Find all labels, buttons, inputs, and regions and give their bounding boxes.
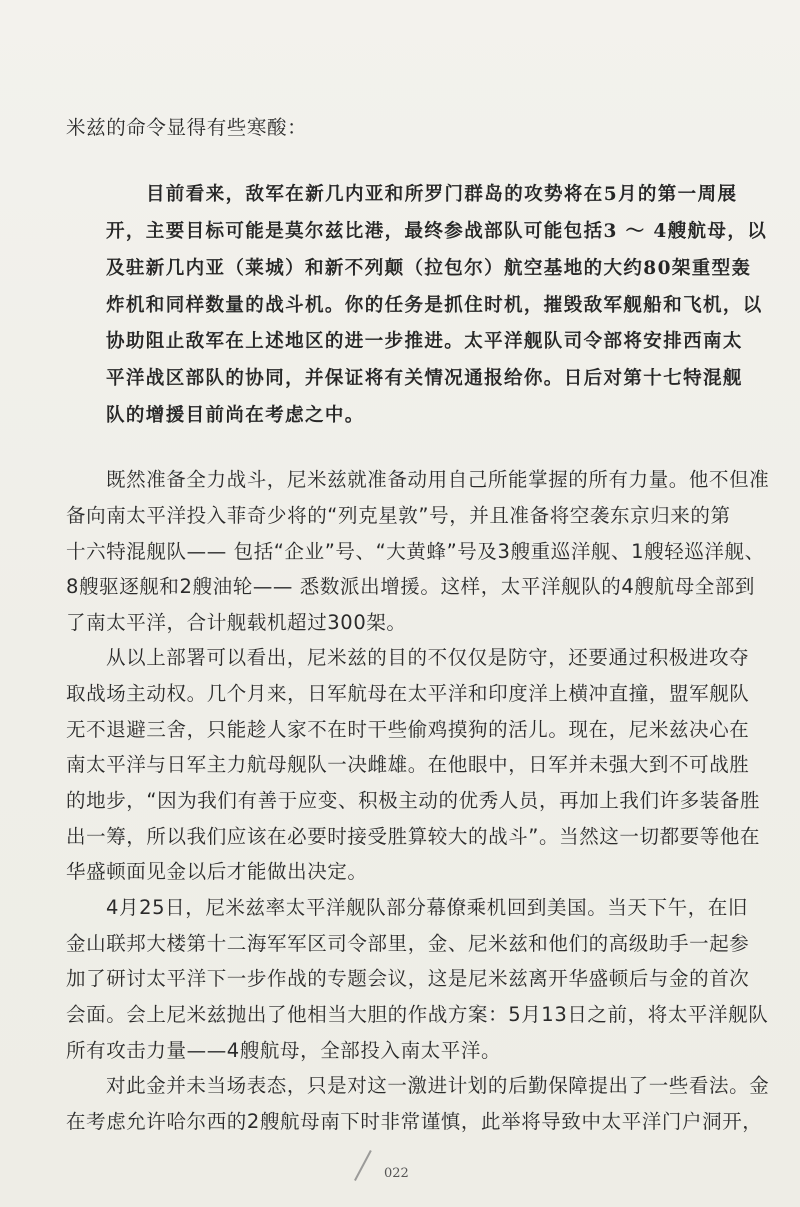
quote-line: 炸机和同样数量的战斗机。你的任务是抓住时机，摧毁敌军舰船和飞机，以	[106, 295, 763, 316]
quote-line: 目前看来，敌军在新几内亚和所罗门群岛的攻势将在5月的第一周展	[146, 184, 738, 205]
quote-line: 协助阻止敌军在上述地区的进一步推进。太平洋舰队司令部将安排西南太	[106, 331, 743, 352]
intro-line: 米兹的命令显得有些寒酸：	[66, 116, 308, 139]
body-line: 无不退避三舍，只能趁人家不在时干些偷鸡摸狗的活儿。现在，尼米兹决心在	[66, 718, 750, 741]
page-number-ornament	[354, 1150, 372, 1181]
body-line: 在考虑允许哈尔西的2艘航母南下时非常谨慎，此举将导致中太平洋门户洞开，	[66, 1110, 763, 1133]
body-line: 华盛顿面见金以后才能做出决定。	[66, 860, 368, 883]
body-line: 既然准备全力战斗，尼米兹就准备动用自己所能掌握的所有力量。他不但准	[106, 468, 770, 491]
quote-line: 及驻新几内亚（莱城）和新不列颠（拉包尔）航空基地的大约80架重型轰	[106, 258, 752, 279]
body-line: 加了研讨太平洋下一步作战的专题会议，这是尼米兹离开华盛顿后与金的首次	[66, 967, 750, 990]
body-line: 的地步，“因为我们有善于应变、积极主动的优秀人员，再加上我们许多装备胜	[66, 789, 761, 812]
page-number: 022	[384, 1166, 409, 1181]
body-line: 取战场主动权。几个月来，日军航母在太平洋和印度洋上横冲直撞，盟军舰队	[66, 682, 750, 705]
body-line: 备向南太平洋投入菲奇少将的“列克星敦”号，并且准备将空袭东京归来的第	[66, 504, 731, 527]
quote-line: 开，主要目标可能是莫尔兹比港，最终参战部队可能包括3 ～ 4艘航母，以	[106, 221, 768, 242]
body-line: 南太平洋与日军主力航母舰队一决雌雄。在他眼中，日军并未强大到不可战胜	[66, 753, 750, 776]
body-line: 8艘驱逐舰和2艘油轮—— 悉数派出增援。这样，太平洋舰队的4艘航母全部到	[66, 575, 756, 598]
body-line: 对此金并未当场表态，只是对这一激进计划的后勤保障提出了一些看法。金	[106, 1074, 770, 1097]
body-line: 金山联邦大楼第十二海军军区司令部里，金、尼米兹和他们的高级助手一起参	[66, 932, 750, 955]
body-line: 从以上部署可以看出，尼米兹的目的不仅仅是防守，还要通过积极进攻夺	[106, 646, 750, 669]
body-line: 了南太平洋，合计舰载机超过300架。	[66, 611, 407, 634]
body-line: 所有攻击力量——4艘航母，全部投入南太平洋。	[66, 1039, 502, 1062]
body-line: 出一筹，所以我们应该在必要时接受胜算较大的战斗”。当然这一切都要等他在	[66, 825, 761, 848]
quote-line: 队的增援目前尚在考虑之中。	[106, 405, 365, 426]
body-line: 4月25日，尼米兹率太平洋舰队部分幕僚乘机回到美国。当天下午，在旧	[106, 896, 749, 919]
body-line: 会面。会上尼米兹抛出了他相当大胆的作战方案：5月13日之前，将太平洋舰队	[66, 1003, 769, 1026]
quote-line: 平洋战区部队的协同，并保证将有关情况通报给你。日后对第十七特混舰	[106, 368, 743, 389]
body-line: 十六特混舰队—— 包括“企业”号、“大黄蜂”号及3艘重巡洋舰、1艘轻巡洋舰、	[66, 540, 765, 563]
